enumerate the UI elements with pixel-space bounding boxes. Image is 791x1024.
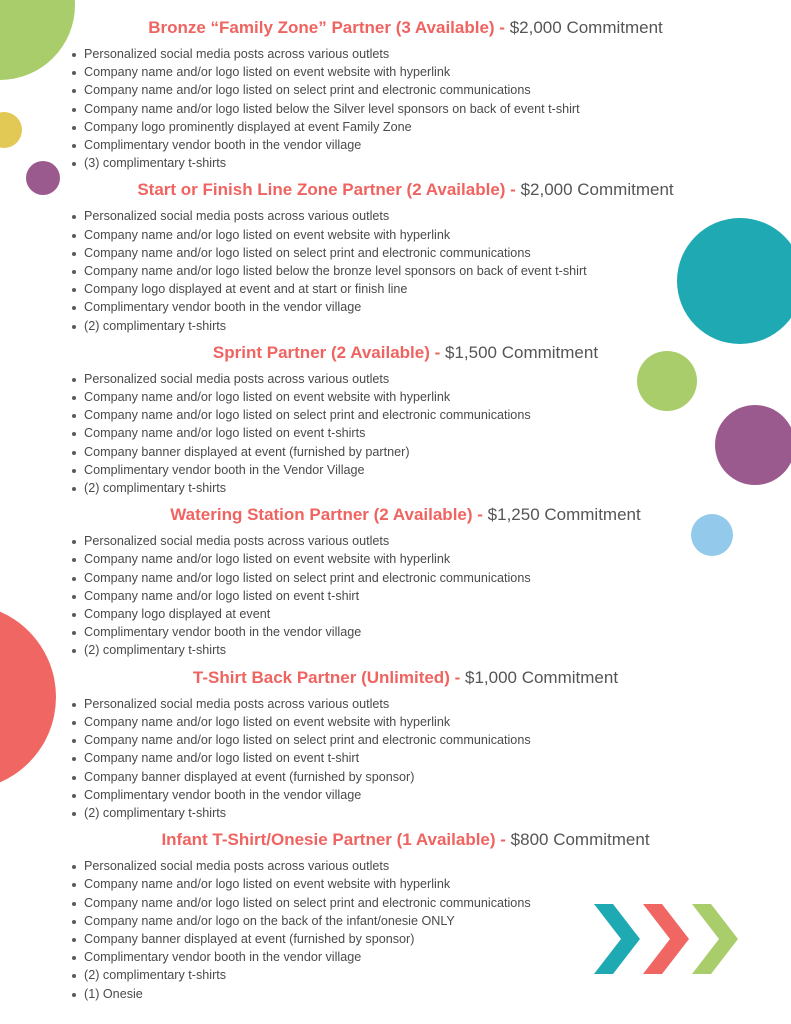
bullet-icon	[72, 108, 76, 112]
benefit-item: Company name and/or logo listed on event t-shirt	[72, 749, 791, 767]
bullet-icon	[72, 126, 76, 130]
bullet-icon	[72, 215, 76, 219]
benefit-item: Company name and/or logo listed on event t-shirt	[72, 587, 791, 605]
tier-heading	[20, 501, 791, 529]
benefit-item: Company name and/or logo listed on select print and electronic communications	[72, 731, 791, 749]
bullet-icon	[72, 53, 76, 57]
bullet-icon	[72, 162, 76, 166]
bullet-icon	[72, 974, 76, 978]
benefit-item: Complimentary vendor booth in the vendor village	[72, 786, 791, 804]
bullet-icon	[72, 378, 76, 382]
benefit-item: Company banner displayed at event (furnished by sponsor)	[72, 930, 791, 948]
bullet-icon	[72, 469, 76, 473]
tier-title: Sprint Partner (2 Available) -	[212, 342, 441, 362]
benefit-list	[0, 45, 791, 172]
benefit-item: Complimentary vendor booth in the vendor village	[72, 948, 791, 966]
benefit-item: Company name and/or logo listed below the Silver level sponsors on back of event t-shirt	[72, 100, 791, 118]
bullet-icon	[72, 938, 76, 942]
benefit-item: Personalized social media posts across various outlets	[72, 532, 791, 550]
tier-price: $1,000 Commitment	[464, 667, 619, 687]
benefit-item: Company name and/or logo listed on select print and electronic communications	[72, 81, 791, 99]
tier-title: Watering Station Partner (2 Available) -	[170, 505, 483, 525]
benefit-item: (2) complimentary t-shirts	[72, 479, 791, 497]
benefit-item: Company name and/or logo listed on event website with hyperlink	[72, 713, 791, 731]
benefit-item: Company logo prominently displayed at event Family Zone	[72, 118, 791, 136]
benefit-item: (2) complimentary t-shirts	[72, 641, 791, 659]
bullet-icon	[72, 432, 76, 436]
tier-start-finish-line	[0, 176, 791, 334]
bullet-icon	[72, 325, 76, 329]
bullet-icon	[72, 234, 76, 238]
benefit-list	[0, 370, 791, 497]
bullet-icon	[72, 703, 76, 707]
tier-title: Infant T-Shirt/Onesie Partner (1 Available) -	[161, 830, 506, 850]
benefit-item: Personalized social media posts across various outlets	[72, 857, 791, 875]
tier-price: $2,000 Commitment	[520, 180, 674, 200]
benefit-item: Company name and/or logo on the back of the infant/onesie ONLY	[72, 912, 791, 930]
bullet-icon	[72, 956, 76, 960]
bullet-icon	[72, 577, 76, 581]
benefit-item: Company name and/or logo listed on select print and electronic communications	[72, 569, 791, 587]
bullet-icon	[72, 757, 76, 761]
benefit-item: (1) Onesie	[72, 985, 791, 1003]
tier-heading	[20, 664, 791, 692]
benefit-item: Personalized social media posts across various outlets	[72, 45, 791, 63]
bullet-icon	[72, 270, 76, 274]
benefit-item: Company name and/or logo listed on select print and electronic communications	[72, 406, 791, 424]
benefit-item: Company name and/or logo listed on select print and electronic communications	[72, 894, 791, 912]
benefit-item: (3) complimentary t-shirts	[72, 154, 791, 172]
tier-title: Bronze “Family Zone” Partner (3 Available) -	[148, 18, 505, 37]
benefit-item: Company name and/or logo listed on select print and electronic communications	[72, 244, 791, 262]
benefit-item: (2) complimentary t-shirts	[72, 966, 791, 984]
tier-title: Start or Finish Line Zone Partner (2 Available) -	[137, 180, 516, 200]
benefit-item: Company logo displayed at event	[72, 605, 791, 623]
tier-heading	[20, 339, 791, 367]
bullet-icon	[72, 595, 76, 599]
benefit-item: Company name and/or logo listed on event website with hyperlink	[72, 226, 791, 244]
benefit-item: Company name and/or logo listed on event t-shirts	[72, 424, 791, 442]
bullet-icon	[72, 252, 76, 256]
tier-watering-station	[0, 501, 791, 659]
tier-price: $1,250 Commitment	[487, 505, 641, 525]
benefit-list	[0, 532, 791, 659]
benefit-item: Complimentary vendor booth in the Vendor Village	[72, 461, 791, 479]
tier-price: $2,000 Commitment	[509, 18, 663, 37]
benefit-item: Personalized social media posts across various outlets	[72, 207, 791, 225]
benefit-item: Company banner displayed at event (furnished by sponsor)	[72, 768, 791, 786]
benefit-item: Personalized social media posts across various outlets	[72, 370, 791, 388]
benefit-item: Company banner displayed at event (furnished by partner)	[72, 443, 791, 461]
benefit-item: Personalized social media posts across various outlets	[72, 695, 791, 713]
bullet-icon	[72, 739, 76, 743]
bullet-icon	[72, 631, 76, 635]
benefit-item: Complimentary vendor booth in the vendor village	[72, 623, 791, 641]
benefit-item: (2) complimentary t-shirts	[72, 804, 791, 822]
benefit-item: Company name and/or logo listed on event website with hyperlink	[72, 63, 791, 81]
bullet-icon	[72, 613, 76, 617]
tier-t-shirt-back	[0, 664, 791, 822]
benefit-item: Company name and/or logo listed on event website with hyperlink	[72, 388, 791, 406]
bullet-icon	[72, 540, 76, 544]
bullet-icon	[72, 883, 76, 887]
bullet-icon	[72, 451, 76, 455]
benefit-item: Company logo displayed at event and at start or finish line	[72, 280, 791, 298]
bullet-icon	[72, 487, 76, 491]
tier-price: $1,500 Commitment	[445, 342, 599, 362]
tier-title: T-Shirt Back Partner (Unlimited) -	[192, 667, 461, 687]
bullet-icon	[72, 920, 76, 924]
sponsorship-tiers	[0, 14, 791, 1007]
bullet-icon	[72, 993, 76, 997]
bullet-icon	[72, 71, 76, 75]
benefit-item: Complimentary vendor booth in the vendor village	[72, 136, 791, 154]
tier-bronze-family-zone	[0, 14, 791, 172]
bullet-icon	[72, 902, 76, 906]
bullet-icon	[72, 721, 76, 725]
benefit-list	[0, 857, 791, 1003]
tier-infant-onesie	[0, 826, 791, 1003]
benefit-item: Company name and/or logo listed on event website with hyperlink	[72, 875, 791, 893]
benefit-item: (2) complimentary t-shirts	[72, 317, 791, 335]
tier-heading	[20, 176, 791, 204]
benefit-list	[0, 695, 791, 822]
bullet-icon	[72, 649, 76, 653]
bullet-icon	[72, 558, 76, 562]
tier-sprint	[0, 339, 791, 497]
bullet-icon	[72, 288, 76, 292]
tier-price: $800 Commitment	[510, 830, 650, 850]
benefit-item: Company name and/or logo listed on event website with hyperlink	[72, 550, 791, 568]
tier-heading	[20, 14, 791, 42]
benefit-item: Company name and/or logo listed below the bronze level sponsors on back of event t-shirt	[72, 262, 791, 280]
bullet-icon	[72, 144, 76, 148]
bullet-icon	[72, 396, 76, 400]
bullet-icon	[72, 794, 76, 798]
tier-heading	[20, 826, 791, 854]
bullet-icon	[72, 776, 76, 780]
bullet-icon	[72, 812, 76, 816]
bullet-icon	[72, 89, 76, 93]
benefit-list	[0, 207, 791, 334]
bullet-icon	[72, 306, 76, 310]
bullet-icon	[72, 865, 76, 869]
benefit-item: Complimentary vendor booth in the vendor village	[72, 298, 791, 316]
bullet-icon	[72, 414, 76, 418]
